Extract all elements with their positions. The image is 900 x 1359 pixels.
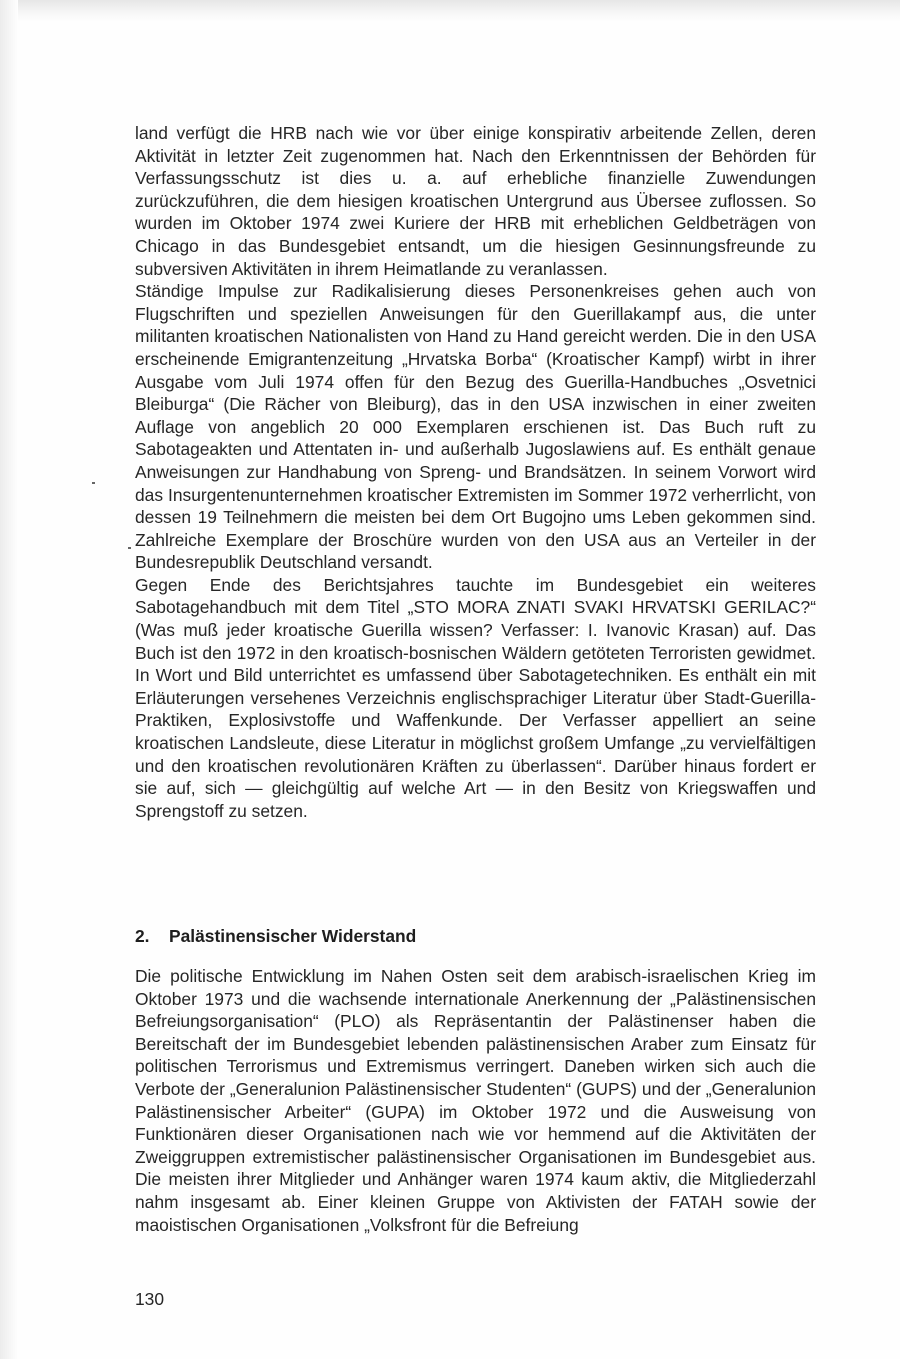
section-text bbox=[135, 965, 816, 1236]
margin-speck bbox=[128, 547, 131, 549]
paragraph-radicalisation: Ständige Impulse zur Radikalisierung dieses Personenkreises gehen auch von Flugschriften und speziellen Anweisungen für den Guerillakampf aus, die unter militanten kroatischen Nationalisten von Hand zu Hand gereicht werden. Die in den USA erscheinende Emigrantenzeitung „Hrvatska Borba“ (Kroatischer Kampf) wirbt in ihrer Ausgabe vom Juli 1974 offen für den Bezug des Guerilla-Handbuches „Osvetnici Bleiburga“ (Die Rächer von Bleiburg), das in den USA inzwischen in einer zweiten Auflage von angeblich 20 000 Exemplaren erschienen ist. Das Buch ruft zu Sabotageakten und Attentaten in- und außerhalb Jugoslawiens auf. Es enthält genaue Anweisungen zur Handhabung von Spreng- und Brandsätzen. In seinem Vorwort wird das Insurgentenunternehmen kroatischer Extremisten im Sommer 1972 verherrlicht, von dessen 19 Teilnehmern die meisten bei dem Ort Bugojno ums Leben gekommen sind. Zahlreiche Exemplare der Broschüre wurden von den USA aus an Verteiler in der Bundesrepublik Deutschland versandt. bbox=[135, 281, 816, 573]
margin-speck bbox=[92, 482, 95, 484]
section-heading bbox=[135, 925, 816, 947]
page-number: 130 bbox=[135, 1289, 165, 1309]
section-number: 2. bbox=[135, 926, 150, 946]
paragraph-sabotage-handbook: Gegen Ende des Berichtsjahres tauchte im Bundesgebiet ein weiteres Sabotagehandbuch mit dem Titel „STO MORA ZNATI SVAKI HRVATSKI GERILAC?“ (Was muß jeder kroatische Guerilla wissen? Verfasser: I. Ivanovic Krasan) auf. Das Buch ist den 1972 in den kroatisch-bosnischen Wäldern getöteten Terroristen gewidmet. In Wort und Bild unterrichtet es umfassend über Sabotagetechniken. Es enthält ein mit Erläuterungen versehenes Verzeichnis englischsprachiger Literatur über Stadt-Guerilla-Praktiken, Explosivstoffe und Waffenkunde. Der Verfasser appelliert an seine kroatischen Landsleute, diese Literatur in möglichst großem Umfange „zu vervielfältigen und den kroatischen revolutionären Kräften zu überlassen“. Darüber hinaus fordert er sie auf, sich — gleichgültig auf welche Art — in den Besitz von Kriegswaffen und Sprengstoff zu setzen. bbox=[135, 574, 816, 821]
body-text bbox=[135, 122, 816, 822]
scan-top-shadow bbox=[0, 0, 900, 22]
paragraph-palestinian-resistance: Die politische Entwicklung im Nahen Osten seit dem arabisch-israelischen Krieg im Oktober 1973 und die wachsende internationale Anerkennung der „Palästinensischen Befreiungsorganisation“ (PLO) als Repräsentantin der Palästinenser haben die Bereitschaft der im Bundesgebiet lebenden palästinensischen Araber zum Einsatz für politischen Terrorismus und Extremismus verringert. Daneben wirken sich auch die Verbote der „Generalunion Palästinensischer Studenten“ (GUPS) und der „Generalunion Palästinensischer Arbeiter“ (GUPA) im Oktober 1972 und die Ausweisung von Funktionären dieser Organisationen nach wie vor hemmend auf die Aktivitäten der Zweiggruppen extremistischer palästinensischer Organisationen im Bundesgebiet aus. Die meisten ihrer Mitglieder und Anhänger waren 1974 kaum aktiv, die Mitgliederzahl nahm insgesamt ab. Einer kleinen Gruppe von Aktivisten der FATAH sowie der maoistischen Organisationen „Volksfront für die Befreiung bbox=[135, 966, 816, 1235]
scan-left-shadow bbox=[0, 0, 18, 1359]
paragraph-hrb-cells: land verfügt die HRB nach wie vor über einige konspirativ arbeitende Zellen, deren Aktivität in letzter Zeit zugenommen hat. Nach den Erkenntnissen der Behörden für Verfassungsschutz ist dies u. a. auf erhebliche finanzielle Zuwendungen zurückzuführen, die dem hiesigen kroatischen Untergrund aus Übersee zuflossen. So wurden im Oktober 1974 zwei Kuriere der HRB mit erheblichen Geldbeträgen von Chicago in das Bundesgebiet entsandt, um die hiesigen Gesinnungsfreunde zu subversiven Aktivitäten in ihrem Heimatlande zu veranlassen. bbox=[135, 123, 816, 279]
section-title: Palästinensischer Widerstand bbox=[169, 926, 417, 946]
